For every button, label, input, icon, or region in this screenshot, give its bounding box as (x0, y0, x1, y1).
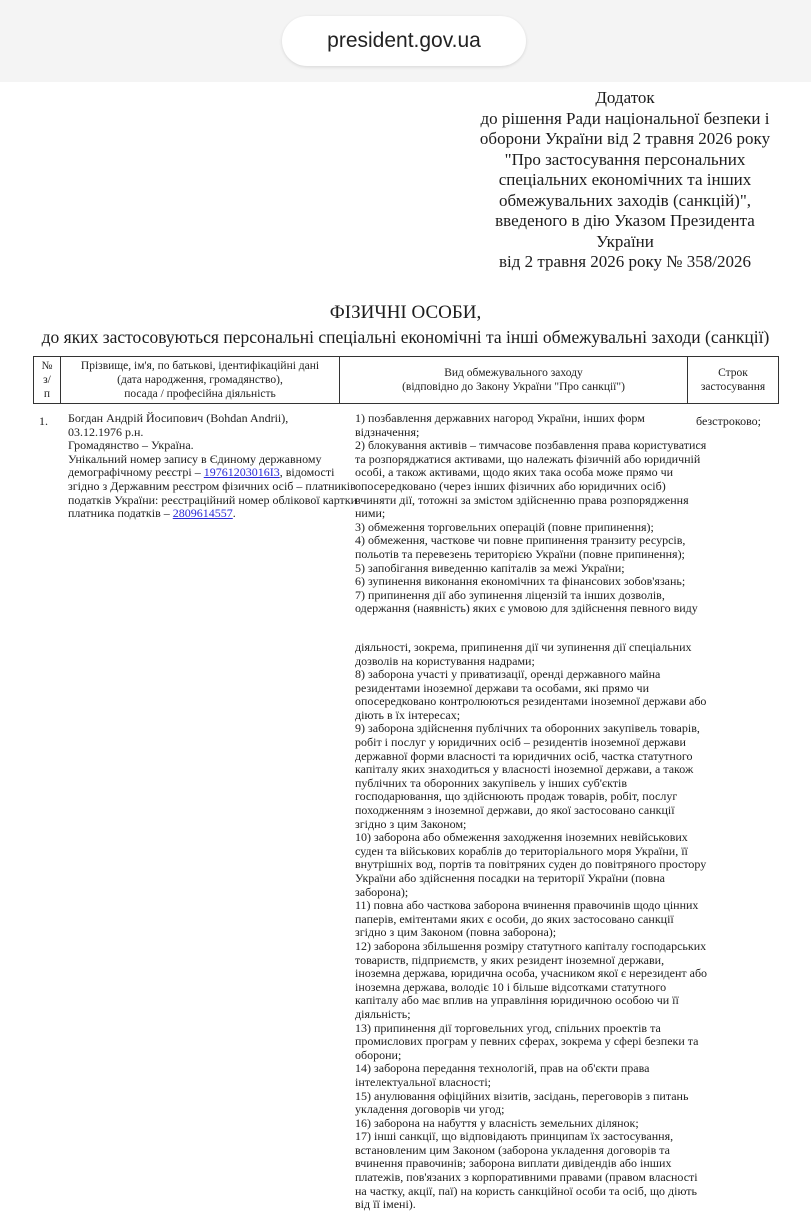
measure-line: 9) заборона здійснення публічних та оборонних закупівель товарів, (355, 721, 700, 736)
annex-line: спеціальних економічних та інших (498, 170, 752, 189)
registry-text: згідно з Державним реєстром фізичних осіб – платників (68, 478, 356, 493)
measure-line: 16) заборона на набуття у власність земельних ділянок; (355, 1115, 639, 1130)
measure-line: згідно з цим Законом (повна заборона); (355, 925, 557, 940)
measure-line: діють в їх інтересах; (355, 707, 461, 722)
measure-line: ними; (355, 506, 386, 521)
measure-line: 11) повна або часткова заборона вчинення правочинів щодо цінних (355, 898, 699, 913)
header-text: № (41, 360, 53, 372)
annex-line: України (596, 231, 654, 251)
document-subtitle: до яких застосовуються персональні спеціальні економічні та інші обмежувальні заходи (санкції) (41, 327, 770, 347)
measure-line: платежів, пов'язаних з корпоративними правами (правом власності (355, 1170, 698, 1185)
measure-line: укладення договорів чи угод; (355, 1102, 505, 1117)
measure-line: господарювання, що здійснюють продаж товарів, робіт, послуг (355, 789, 678, 804)
person-info (56, 411, 358, 521)
measure-line: державної форми власності та юридичних осіб, частка статутного (355, 748, 693, 763)
measure-line: 15) анулювання офіційних візитів, засідань, переговорів з питань (355, 1088, 689, 1103)
header-term (687, 356, 779, 404)
measure-line: капіталу або має вплив на управління юридичною особою чи її (355, 993, 679, 1008)
measure-line: діяльність; (355, 1006, 411, 1021)
header-person (60, 356, 340, 404)
measure-line: 3) обмеження торговельних операцій (повне припинення); (355, 519, 654, 534)
measure-line: 10) заборона або обмеження заходження іноземних невійськових (355, 830, 688, 845)
measure-line: опосередковано контролюються резидентами іноземної держави або (355, 694, 707, 709)
registry-text: демографічному реєстрі – (68, 465, 201, 480)
annex-line: Додаток (595, 88, 655, 107)
header-text: Прізвище, ім'я, по батькові, ідентифікаційні дані (80, 360, 320, 372)
measure-line: 4) обмеження, часткове чи повне припинення транзиту ресурсів, (355, 533, 686, 548)
measure-line: особі, а також активами, щодо яких така особа може прямо чи (355, 465, 674, 480)
measure-line: 1) позбавлення державних нагород України, інших форм (355, 411, 645, 425)
measure-line: 5) запобігання виведенню капіталів за межі України; (355, 560, 625, 575)
document-title: ФІЗИЧНІ ОСОБИ, (329, 302, 482, 323)
annex-header (460, 88, 790, 273)
header-text: Строк (718, 367, 748, 379)
document-page (0, 82, 811, 1212)
measure-line: 2) блокування активів – тимчасове позбавлення права користуватися (355, 438, 707, 453)
measure-line: встановленим цим Законом (заборона укладення договорів та (355, 1142, 670, 1157)
header-number (33, 356, 61, 404)
measure-line: відзначення; (355, 424, 420, 439)
header-text: п (43, 388, 51, 400)
measure-line: резидентами іноземної держави та особами, які прямо чи (355, 680, 649, 695)
term-value: безстроково; (696, 414, 762, 428)
measure-line: одержання (наявність) яких є умовою для здійснення певного виду (355, 601, 698, 616)
measure-line: 12) заборона збільшення розміру статутного капіталу господарських (355, 938, 707, 953)
page-break-gap (355, 616, 695, 641)
address-bar[interactable]: president.gov.ua (282, 16, 526, 66)
measure-line: капіталу яких знаходиться у власності іноземної держави, а також (355, 762, 694, 777)
annex-line: оборони України від 2 травня 2026 року (479, 129, 771, 148)
measure-line: робіт і послуг у юридичних осіб – резидентів іноземної держави (355, 735, 686, 750)
measure-line: дозволів на користування надрами; (355, 653, 535, 668)
person-name: Богдан Андрій Йосипович (Bohdan Andrii), (68, 411, 289, 425)
measure-line: іноземна держава, володіє 10 і більше відсотками статутного (355, 979, 667, 994)
measure-line: заборона); (355, 884, 409, 899)
measure-line: від її імені). (355, 1197, 416, 1212)
measure-line: суден та військових кораблів до територіального моря України, її (355, 843, 688, 858)
measure-line: оборони; (355, 1047, 402, 1062)
annex-line: до рішення Ради національної безпеки і (480, 108, 770, 128)
measure-line: опосередковано (через інших фізичних або юридичних осіб) (355, 478, 666, 493)
measure-line: товариств, підприємств, у яких резидент іноземної держави, (355, 952, 665, 967)
measure-line: 14) заборона передання технологій, прав на об'єкти права (355, 1061, 650, 1076)
header-text: (відповідно до Закону України "Про санкції") (402, 381, 625, 393)
measure-line: діяльності, зокрема, припинення дії чи зупинення дії спеціальних (355, 639, 692, 654)
person-citizenship: Громадянство – Україна. (68, 438, 194, 453)
measure-line: інтелектуальної власності; (355, 1074, 491, 1089)
registry-text: Унікальний номер запису в Єдиному державному (68, 451, 322, 466)
registry-number-link[interactable]: 19761203016I3 (203, 465, 280, 480)
registry-text: , відомості (279, 465, 335, 480)
measure-line: 8) заборона участі у приватизації, оренді державного майна (355, 667, 661, 682)
annex-line: "Про застосування персональних (504, 149, 746, 169)
measure-line: України або здійснення посадки на території України (повна (355, 871, 666, 885)
sanction-measures (355, 411, 708, 1212)
tax-text: платника податків – (68, 506, 170, 521)
measure-line: 7) припинення дії або зупинення ліцензій та інших дозволів, (355, 587, 665, 602)
measure-line: паперів, емітентами яких є особи, до яких застосовано санкції (355, 911, 674, 926)
header-text: Вид обмежувального заходу (444, 367, 583, 379)
measure-line: походженням з іноземної держави, до якої застосовано санкції (355, 803, 675, 818)
measure-line: польотів та перевезень територією України (повне припинення); (355, 546, 685, 561)
annex-line: обмежувальних заходів (санкцій)", (498, 190, 752, 210)
measure-line: іноземна держава, юридична особа, учасником якої є нерезидент або (355, 966, 708, 981)
measure-line: вчиняти дії, тотожні за змістом здійсненню права розпорядження (355, 492, 689, 507)
header-text: посада / професійна діяльність (124, 388, 276, 400)
header-text: з/ (43, 374, 51, 386)
measure-line: згідно з цим Законом; (355, 816, 467, 831)
browser-top-bar (0, 0, 811, 82)
header-measure (339, 356, 688, 404)
measure-line: 6) зупинення виконання економічних та фінансових зобов'язань; (355, 574, 686, 589)
row-number: 1. (39, 414, 48, 428)
measure-line: внутрішніх вод, портів та повітряних суден до повітряного простору (355, 857, 707, 872)
measure-line: публічних та оборонних закупівель у інших суб'єктів (355, 775, 627, 790)
tax-line (56, 507, 348, 521)
registry-text: податків України: реєстраційний номер облікової картки (68, 492, 358, 507)
header-text: застосування (700, 381, 766, 393)
measure-line: промислових програм у певних сферах, зокрема у сфері безпеки та (355, 1034, 699, 1049)
tax-number-link[interactable]: 2809614557 (172, 506, 233, 521)
measure-line: на частку, акції, паї) на користь санкційної особи та осіб, що діють (355, 1183, 698, 1198)
annex-line: введеного в дію Указом Президента (495, 211, 755, 230)
tax-text: . (232, 506, 236, 521)
annex-line: від 2 травня 2026 року № 358/2026 (499, 252, 751, 271)
measure-line: 17) інші санкції, що відповідають принципам їх застосування, (355, 1129, 674, 1144)
person-birthdate: 03.12.1976 р.н. (68, 424, 144, 439)
measure-line: 13) припинення дії торговельних угод, спільних проектів та (355, 1020, 661, 1035)
header-text: (дата народження, громадянство), (117, 374, 283, 386)
measure-line: та розпоряджатися активами, що належать фізичній або юридичній (355, 451, 701, 466)
registry-line (56, 466, 348, 480)
measure-line: вчинення правочинів; заборона виплати дивідендів або інших (355, 1156, 672, 1171)
